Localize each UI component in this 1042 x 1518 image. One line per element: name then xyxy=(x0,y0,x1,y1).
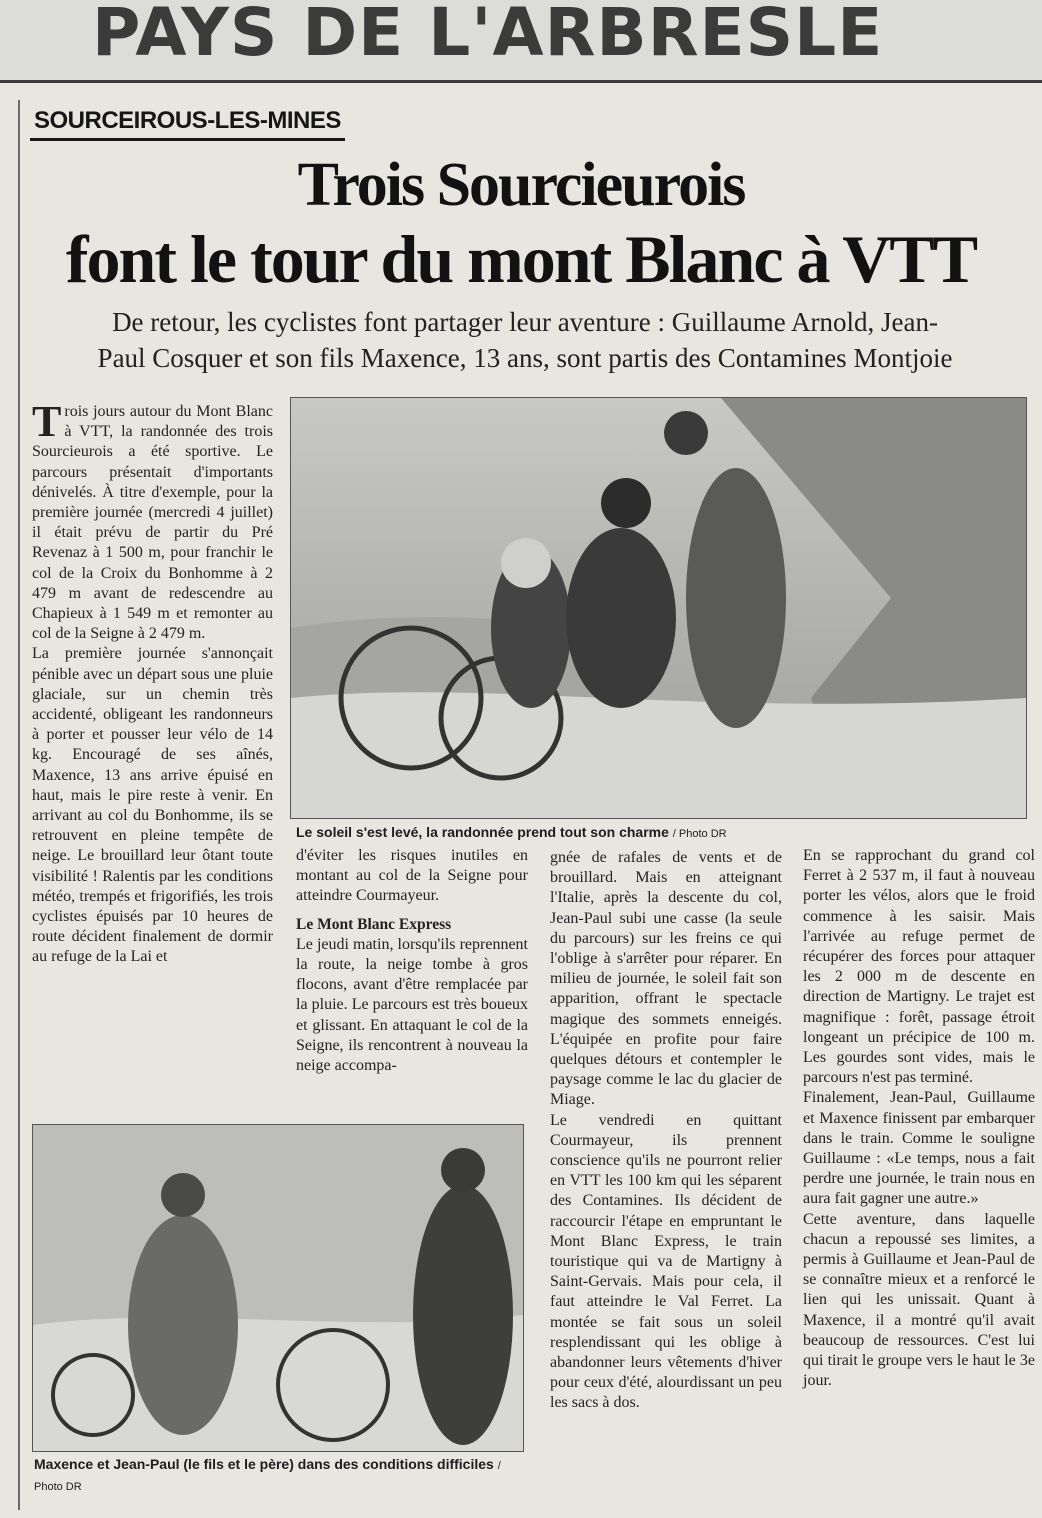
photo-illustration xyxy=(291,398,1026,818)
headline-line-1: Trois Sourcieurois xyxy=(297,151,745,219)
locality-label: SOURCEIROUS-LES-MINES xyxy=(30,104,345,141)
photo-credit: / Photo DR xyxy=(34,1460,501,1493)
article-column-1 xyxy=(32,397,273,968)
article-paragraph: En se rapprochant du grand col Ferret à 2 537 m, il faut à nouveau porter les vélos, alors que le froid commence à les saisir. Mais l'arrivée au refuge permet de récupérer des forces pour attaquer les 2 000 m de descente en direction de Martigny. Le trajet est magnifique : forêt, passage étroit longeant un précipice de 100 m. Les gourdes sont vides, mais le parcours n'est pas terminé. xyxy=(803,847,1035,1087)
article-column-4 xyxy=(803,846,1035,1391)
photo-caption-bottom xyxy=(34,1455,524,1497)
caption-text: Maxence et Jean-Paul (le fils et le père) dans des conditions difficiles xyxy=(34,1456,494,1472)
intertitle: Le Mont Blanc Express xyxy=(296,915,452,933)
article-paragraph: gnée de rafales de vents et de brouillard. Mais en atteignant l'Italie, après la descente du col, Jean-Paul subi une casse (la seule du parcours) sur les freins ce qui l'oblige à s'arrêter pour réparer. En milieu de journée, le soleil fait son apparition, offrant le spectacle magique des sommets enneigés. L'équipée en profite pour faire quelques détours et contempler le paysage comme le lac du glacier de Miage. xyxy=(550,849,782,1109)
drop-cap: T xyxy=(32,397,62,446)
article-paragraph: Finalement, Jean-Paul, Guillaume et Maxence finissent par embarquer dans le train. Comme le souligne Guillaume : «Le temps, nous a fait perdre une journée, le train nous en aura fait gagner une autre.» xyxy=(803,1089,1035,1208)
section-title: PAYS DE L'ARBRESLE xyxy=(92,0,884,71)
article-paragraph: d'éviter les risques inutiles en montant au col de la Seigne pour atteindre Courmayeur. xyxy=(296,847,528,905)
subhead-line-2: Paul Cosquer et son fils Maxence, 13 ans, sont partis des Contamines Montjoie xyxy=(97,343,953,373)
photo-cyclists-on-rocks xyxy=(290,397,1027,819)
article-paragraph: Le vendredi en quittant Courmayeur, ils prennent conscience qu'ils ne pourront relier en VTT les 100 km qui les séparent des Contamines. Ils décident de raccourcir l'étape en empruntant le Mont Blanc Express, le train touristique qui va de Martigny à Saint-Gervais. Mais pour cela, il faut atteindre le Val Ferret. La montée se fait sous un soleil resplendissant qui les oblige à abandonner leurs vêtements d'hiver pour ceux d'été, alourdissant un peu les sacs à dos. xyxy=(550,1111,782,1412)
article-paragraph: Le jeudi matin, lorsqu'ils reprennent la route, la neige tombe à gros flocons, avant d'être remplacée par la pluie. Le parcours est très boueux et glissant. En attaquant le col de la Seigne, ils rencontrent à nouveau la neige accompa- xyxy=(296,935,528,1075)
photo-father-and-son xyxy=(32,1124,524,1452)
caption-text: Le soleil s'est levé, la randonnée prend tout son charme xyxy=(296,824,669,840)
article-column-3 xyxy=(550,848,782,1414)
photo-caption-top xyxy=(296,823,1036,844)
photo-credit: / Photo DR xyxy=(672,828,727,840)
column-rule xyxy=(18,100,20,1510)
subhead-line-1: De retour, les cyclistes font partager leur aventure : Guillaume Arnold, Jean- xyxy=(112,307,938,337)
headline-line-2: font le tour du mont Blanc à VTT xyxy=(65,221,977,297)
header-rule xyxy=(0,80,1042,83)
photo-illustration xyxy=(33,1125,523,1451)
article-paragraph: La première journée s'annonçait pénible avec un départ sous une pluie glaciale, sur un chemin très accidenté, obligeant les randonneurs à porter et pousser leur vélo de 14 kg. Encouragé de ses aînés, Maxence, 13 ans arrive épuisé en haut, mais le pire reste à venir. En arrivant au col du Bonhomme, ils se retrouvent en pleine tempête de neige. Le brouillard leur ôtant toute visibilité ! Ralentis par les conditions météo, trempés et frigorifiés, les trois cyclistes épuisés par 10 heures de route décident finalement de dormir au refuge de la Lai et xyxy=(32,645,273,966)
paragraph-text: rois jours autour du Mont Blanc à VTT, la randonnée des trois Sourcieurois a été sportive. Le parcours présentait d'importants dénivelés. À titre d'exemple, pour la première journée (mercredi 4 juillet) il était prévu de partir du Pré Revenaz à 1 500 m, pour franchir le col de la Croix du Bonhomme à 2 479 m avant de redescendre au Chapieux à 1 549 m et remonter au col de la Seigne à 2 479 m. xyxy=(32,403,273,643)
article-paragraph xyxy=(32,397,273,644)
article-column-2 xyxy=(296,846,528,1076)
article-paragraph: Cette aventure, dans laquelle chacun a repoussé ses limites, a permis à Guillaume et Jean-Paul de se connaître mieux et a renforcé le lien qui les unissait. Quant à Maxence, il a montré qu'il avait beaucoup de ressources. C'est lui qui tirait le groupe vers le haut le 3e jour. xyxy=(803,1210,1035,1390)
